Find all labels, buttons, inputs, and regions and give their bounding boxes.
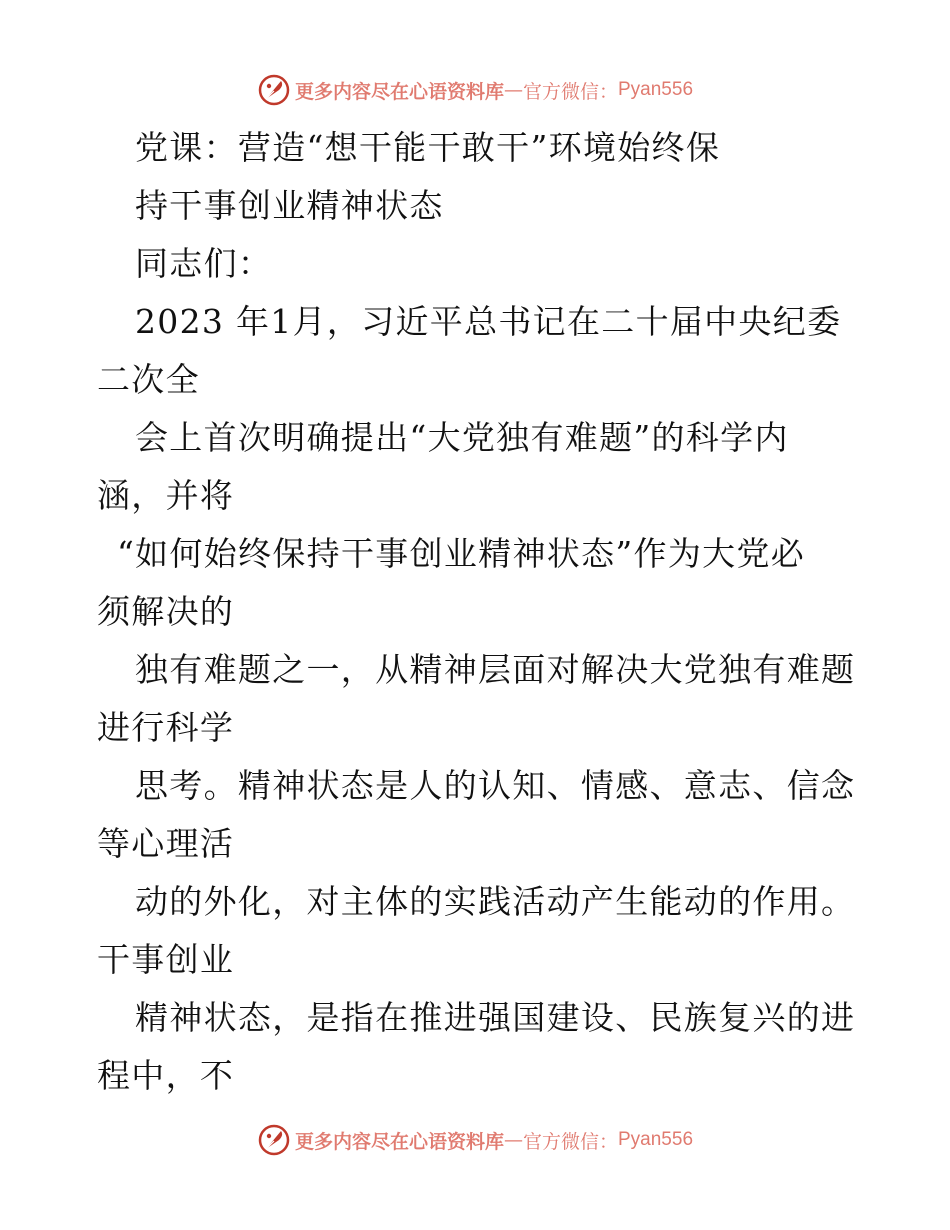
- feather-pen-circle-icon: [257, 1123, 291, 1157]
- body-line: 思考。精神状态是人的认知、情感、意志、信念: [135, 766, 856, 805]
- body-line: 涵，并将: [97, 476, 235, 515]
- body-line: 干事创业: [97, 940, 235, 979]
- body-line: 独有难题之一，从精神层面对解决大党独有难题: [135, 650, 856, 689]
- salutation: 同志们：: [135, 244, 273, 283]
- watermark-site-text: 更多内容尽在心语资料库: [294, 1130, 504, 1153]
- header-watermark: [0, 68, 950, 112]
- body-line: 程中，不: [97, 1056, 235, 1095]
- footer-watermark: [0, 1118, 950, 1162]
- watermark-wechat-label: 官方微信：: [522, 1130, 618, 1153]
- watermark-wechat-id: Pyan556: [618, 79, 694, 100]
- body-line: 须解决的: [97, 592, 235, 631]
- body-line: 精神状态，是指在推进强国建设、民族复兴的进: [135, 998, 856, 1037]
- body-line: 进行科学: [97, 708, 235, 747]
- feather-pen-circle-icon: [257, 73, 291, 107]
- watermark-separator: —: [503, 79, 523, 101]
- body-line: 会上首次明确提出“大党独有难题”的科学内: [135, 418, 789, 457]
- watermark-site-text: 更多内容尽在心语资料库: [294, 80, 504, 103]
- watermark-wechat-id: Pyan556: [618, 1129, 694, 1150]
- body-line: 2023 年1月，习近平总书记在二十届中央纪委: [135, 302, 842, 341]
- body-line: 动的外化，对主体的实践活动产生能动的作用。: [135, 882, 856, 921]
- watermark-separator: —: [503, 1129, 523, 1151]
- watermark-wechat-label: 官方微信：: [522, 80, 618, 103]
- body-line: 等心理活: [97, 824, 235, 863]
- body-line: “如何始终保持干事创业精神状态”作为大党必: [117, 534, 806, 573]
- title-line-1: 党课：营造“想干能干敢干”环境始终保: [135, 128, 721, 167]
- title-line-2: 持干事创业精神状态: [135, 186, 444, 225]
- body-line: 二次全: [97, 360, 200, 399]
